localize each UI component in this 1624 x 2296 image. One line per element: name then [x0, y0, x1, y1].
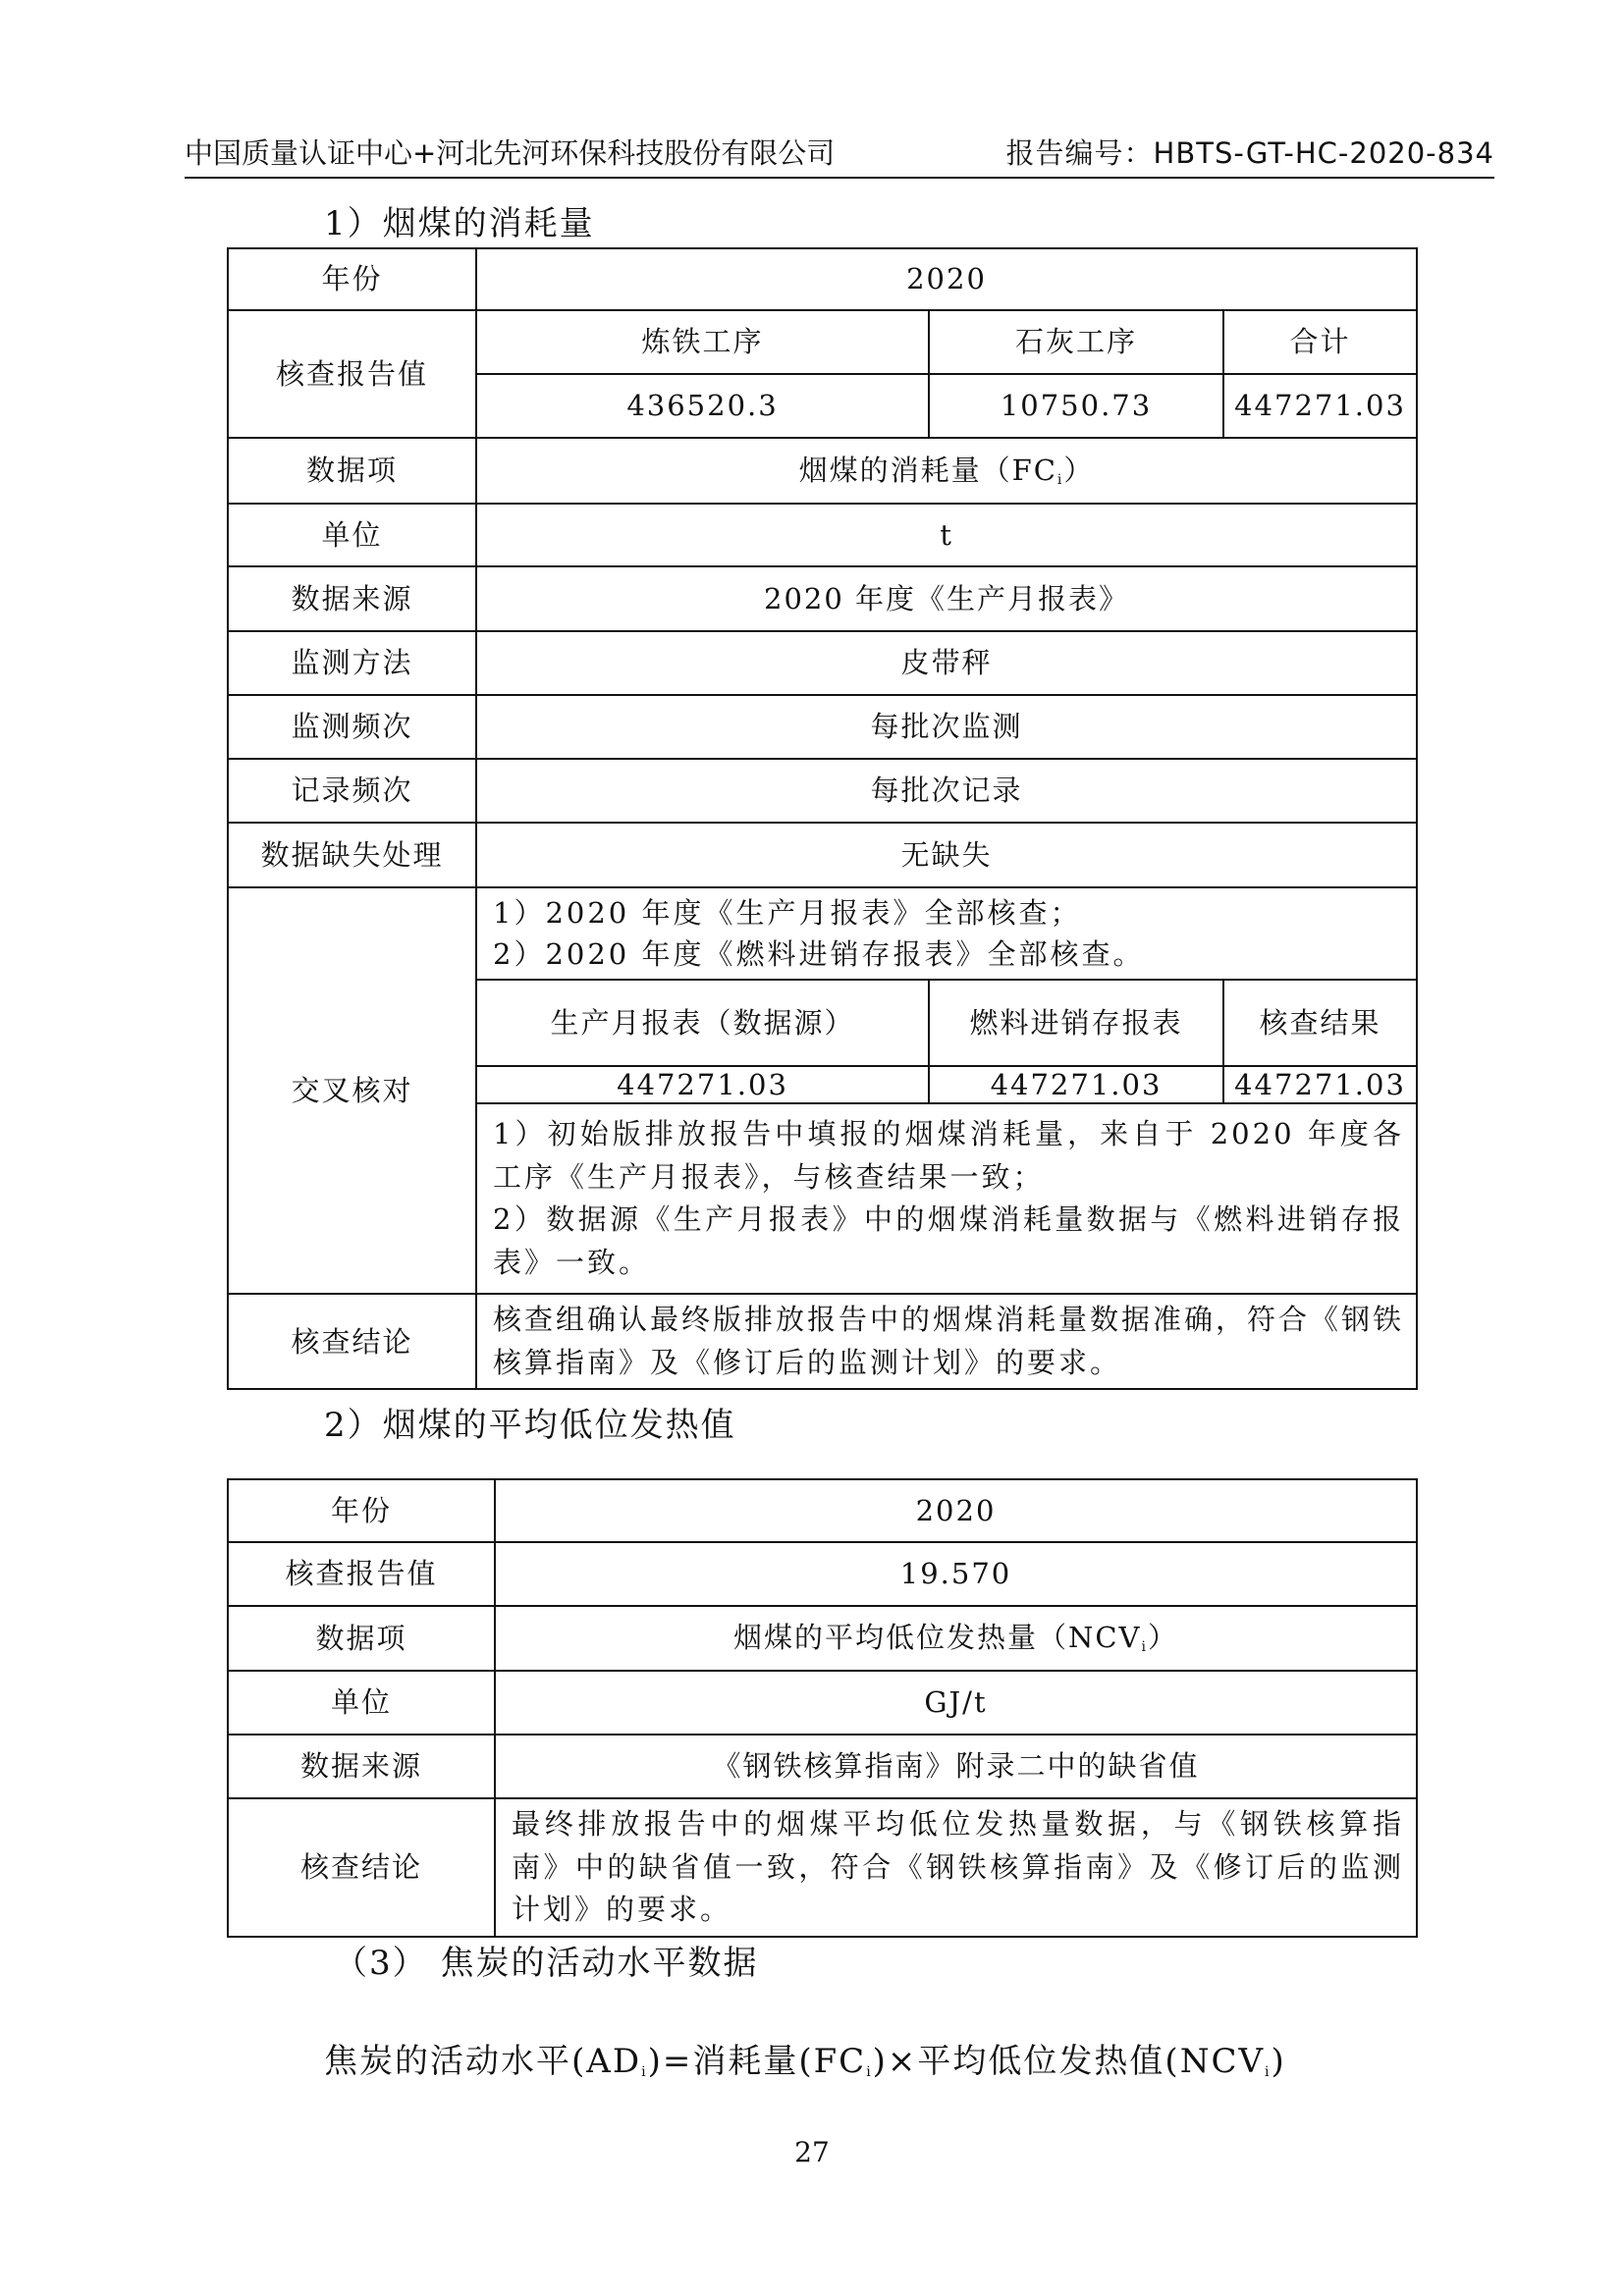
row-label-conclusion: 核查结论: [228, 1798, 495, 1937]
section2-title: 2）烟煤的平均低位发热值: [324, 1406, 736, 1445]
reported-value: 19.570: [495, 1542, 1417, 1606]
row-label-source: 数据来源: [228, 1735, 495, 1798]
cross-value-fuel: 447271.03: [929, 1066, 1223, 1103]
table-row: [228, 759, 1417, 823]
year-value: 2020: [495, 1479, 1417, 1542]
cross-intro-line: 2）2020 年度《燃料进销存报表》全部核查。: [493, 937, 1145, 972]
source-value: 2020 年度《生产月报表》: [476, 566, 1417, 631]
table-row: [228, 438, 1417, 504]
source-value: 《钢铁核算指南》附录二中的缺省值: [495, 1735, 1417, 1798]
row-label-data-item: 数据项: [228, 438, 476, 504]
row-label-year: 年份: [228, 248, 476, 310]
header-report-number: 报告编号：HBTS-GT-HC-2020-834: [1005, 136, 1494, 170]
data-item-value: 烟煤的平均低位发热量$(NCV_i)$: [495, 1606, 1417, 1671]
table-row: [228, 1542, 1417, 1606]
year-value: 2020: [476, 248, 1417, 310]
table-row: [228, 695, 1417, 759]
sub-header-lime: 石灰工序: [929, 310, 1223, 374]
value-lime: 10750.73: [929, 374, 1223, 438]
conclusion-value: 最终排放报告中的烟煤平均低位发热量数据，与《钢铁核算指南》中的缺省值一致，符合《钢铁核算指南》及《修订后的监测计划》的要求。: [495, 1798, 1417, 1937]
table-row: [228, 248, 1417, 310]
conclusion-value: 核查组确认最终版排放报告中的烟煤消耗量数据准确，符合《钢铁核算指南》及《修订后的监测计划》的要求。: [476, 1294, 1417, 1389]
frequency-value: 每批次监测: [476, 695, 1417, 759]
row-label-source: 数据来源: [228, 566, 476, 631]
row-label-missing: 数据缺失处理: [228, 823, 476, 887]
table-row: [228, 1735, 1417, 1798]
section3-title: （3） 焦炭的活动水平数据: [334, 1944, 759, 1983]
data-item-value: 烟煤的消耗量$(FC_i)$: [476, 438, 1417, 504]
table-row: [228, 887, 1417, 980]
row-label-method: 监测方法: [228, 631, 476, 695]
cross-check-intro: [476, 887, 1417, 980]
header-org: 中国质量认证中心+河北先河环保科技股份有限公司: [185, 136, 836, 170]
table-row: [228, 504, 1417, 566]
row-label-frequency: 监测频次: [228, 695, 476, 759]
value-total: 447271.03: [1223, 374, 1417, 438]
row-label-conclusion: 核查结论: [228, 1294, 476, 1389]
table-row: [228, 1606, 1417, 1671]
value-ironmaking: 436520.3: [476, 374, 929, 438]
cross-value-source: 447271.03: [476, 1066, 929, 1103]
table-row: [228, 1671, 1417, 1735]
page-number: 27: [794, 2136, 830, 2168]
section1-title: 1）烟煤的消耗量: [324, 204, 595, 243]
row-label-reported: 核查报告值: [228, 310, 476, 438]
table-row: [228, 1798, 1417, 1937]
table-row: [228, 310, 1417, 374]
activity-formula: 焦炭的活动水平$(AD_i)=$消耗量$(FC_i)\times$平均低位发热值$(NCV_i)$: [324, 2042, 1286, 2081]
cross-intro-line: 1）2020 年度《生产月报表》全部核查；: [493, 896, 1082, 930]
row-label-record: 记录频次: [228, 759, 476, 823]
cross-note: 1）初始版排放报告中填报的烟煤消耗量，来自于 2020 年度各工序《生产月报表》，与核查结果一致；: [493, 1117, 1405, 1194]
page-header: [185, 128, 1494, 179]
row-label-unit: 单位: [228, 1671, 495, 1735]
cross-header-fuel: 燃料进销存报表: [929, 980, 1223, 1066]
cross-header-source: 生产月报表（数据源）: [476, 980, 929, 1066]
unit-value: GJ/t: [495, 1671, 1417, 1735]
sub-header-total: 合计: [1223, 310, 1417, 374]
cross-note: 2）数据源《生产月报表》中的烟煤消耗量数据与《燃料进销存报表》一致。: [493, 1202, 1405, 1279]
table-row: [228, 823, 1417, 887]
unit-value: t: [476, 504, 1417, 566]
row-label-year: 年份: [228, 1479, 495, 1542]
table-row: [228, 566, 1417, 631]
sub-header-ironmaking: 炼铁工序: [476, 310, 929, 374]
table-row: [228, 1294, 1417, 1389]
missing-value: 无缺失: [476, 823, 1417, 887]
cross-value-result: 447271.03: [1223, 1066, 1417, 1103]
coal-consumption-table: [227, 247, 1418, 1390]
calorific-value-table: [227, 1478, 1418, 1938]
row-label-unit: 单位: [228, 504, 476, 566]
table-row: [228, 1479, 1417, 1542]
row-label-cross-check: 交叉核对: [228, 887, 476, 1294]
method-value: 皮带秤: [476, 631, 1417, 695]
row-label-reported: 核查报告值: [228, 1542, 495, 1606]
record-value: 每批次记录: [476, 759, 1417, 823]
cross-check-notes: [476, 1103, 1417, 1294]
row-label-data-item: 数据项: [228, 1606, 495, 1671]
table-row: [228, 631, 1417, 695]
cross-header-result: 核查结果: [1223, 980, 1417, 1066]
